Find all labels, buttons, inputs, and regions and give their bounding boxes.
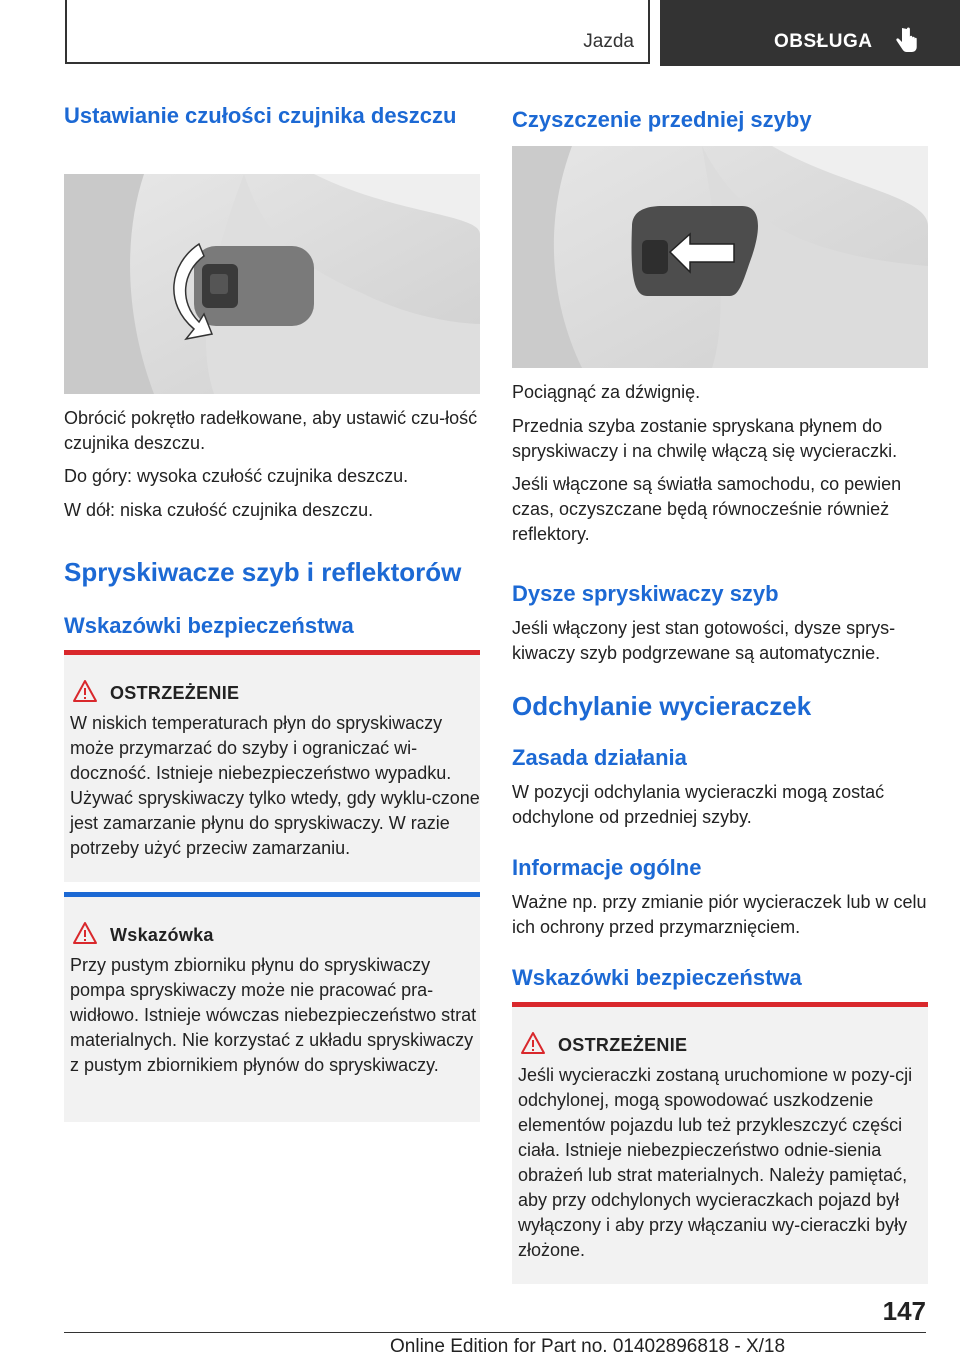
header-section-title: Jazda xyxy=(583,31,634,52)
warning-box-left xyxy=(64,650,480,882)
page-number: 147 xyxy=(882,1296,926,1326)
heading-washers: Spryskiwacze szyb i reflektorów xyxy=(64,557,462,587)
heading-wiper-fold: Odchylanie wycieraczek xyxy=(512,691,812,721)
heading-rain-sensor: Ustawianie czułości czujnika deszczu xyxy=(64,103,457,128)
headlight-cleaning-text: Jeśli włączone są światła samochodu, co pewien czas, oczyszczane będą równocześnie również reflektory. xyxy=(512,474,902,544)
heading-safety-right: Wskazówki bezpieczeństwa xyxy=(512,965,802,990)
footer-edition: Online Edition for Part no. 01402896818 - X/18 xyxy=(390,1336,786,1357)
heading-nozzles: Dysze spryskiwaczy szyb xyxy=(512,581,779,606)
header-frame xyxy=(65,0,650,64)
heading-general-info: Informacje ogólne xyxy=(512,855,702,880)
warning-triangle-icon xyxy=(520,1031,546,1055)
heading-principle: Zasada działania xyxy=(512,745,687,770)
header-tab[interactable] xyxy=(660,0,960,66)
warning-heading: OSTRZEŻENIE xyxy=(558,1035,688,1055)
note-box-left xyxy=(64,892,480,1122)
warning-triangle-icon xyxy=(72,679,98,703)
warning-text: W niskich temperaturach płyn do spryskiwaczy może przymarzać do szyby i ograniczać wi‐doczność. Istnieje niebezpieczeństwo wypadku. Używać spryskiwaczy tylko wtedy, gdy wyklu‐czone jest zamarzanie płynu do spryskiwaczy. W razie potrzeby użyć przeciw zamarzaniu. xyxy=(70,713,480,858)
rain-sensor-down: W dół: niska czułość czujnika deszczu. xyxy=(64,500,374,520)
warning-text: Jeśli wycieraczki zostaną uruchomione w pozy‐cji odchylonej, mogą spowodować uszkodzenie elementów pojazdu lub też przykleszczyć części ciała. Istnieje niebezpieczeństwo odnie‐sienia obrażeń lub strat materialnych. Należy pamiętać, aby przy odchylonych wycieraczkach pojazd był wyłączony i aby przy włączaniu wy‐cieraczki były złożone. xyxy=(518,1065,913,1260)
washer-pull-instruction: Pociągnąć za dźwignię. xyxy=(512,382,701,402)
rain-sensor-up: Do góry: wysoka czułość czujnika deszczu. xyxy=(64,466,409,486)
header-tab-label: OBSŁUGA xyxy=(774,31,873,52)
heading-safety-left: Wskazówki bezpieczeństwa xyxy=(64,613,354,638)
warning-triangle-icon xyxy=(72,921,98,945)
washer-effect-text: Przednia szyba zostanie spryskana płynem do spryskiwaczy i na chwilę włączą się wycieraczki. xyxy=(512,416,898,461)
rain-sensor-instruction: Obrócić pokrętło radełkowane, aby ustawić czu‐łość czujnika deszczu. xyxy=(64,408,478,453)
washer-lever-photo xyxy=(512,146,928,368)
heading-windshield-cleaning: Czyszczenie przedniej szyby xyxy=(512,107,812,132)
nozzles-text: Jeśli włączony jest stan gotowości, dysze sprys‐kiwaczy szyb podgrzewane są automatycznie. xyxy=(512,618,896,663)
warning-box-right xyxy=(512,1002,928,1284)
note-text: Przy pustym zbiorniku płynu do spryskiwaczy pompa spryskiwaczy może nie pracować pra‐widłowo. Istnieje wówczas niebezpieczeństwo strat materialnych. Nie korzystać z układu spryskiwaczy z pustym zbiornikiem płynów do spryskiwaczy. xyxy=(70,955,477,1075)
principle-text: W pozycji odchylania wycieraczki mogą zostać odchylone od przedniej szyby. xyxy=(512,782,885,827)
general-info-text: Ważne np. przy zmianie piór wycieraczek lub w celu ich ochrony przed przymarznięciem. xyxy=(512,892,927,937)
hand-pointer-icon xyxy=(896,26,918,56)
footer-rule xyxy=(64,1332,926,1333)
note-heading: Wskazówka xyxy=(110,925,214,945)
rain-sensor-photo xyxy=(64,174,480,394)
warning-heading: OSTRZEŻENIE xyxy=(110,683,240,703)
